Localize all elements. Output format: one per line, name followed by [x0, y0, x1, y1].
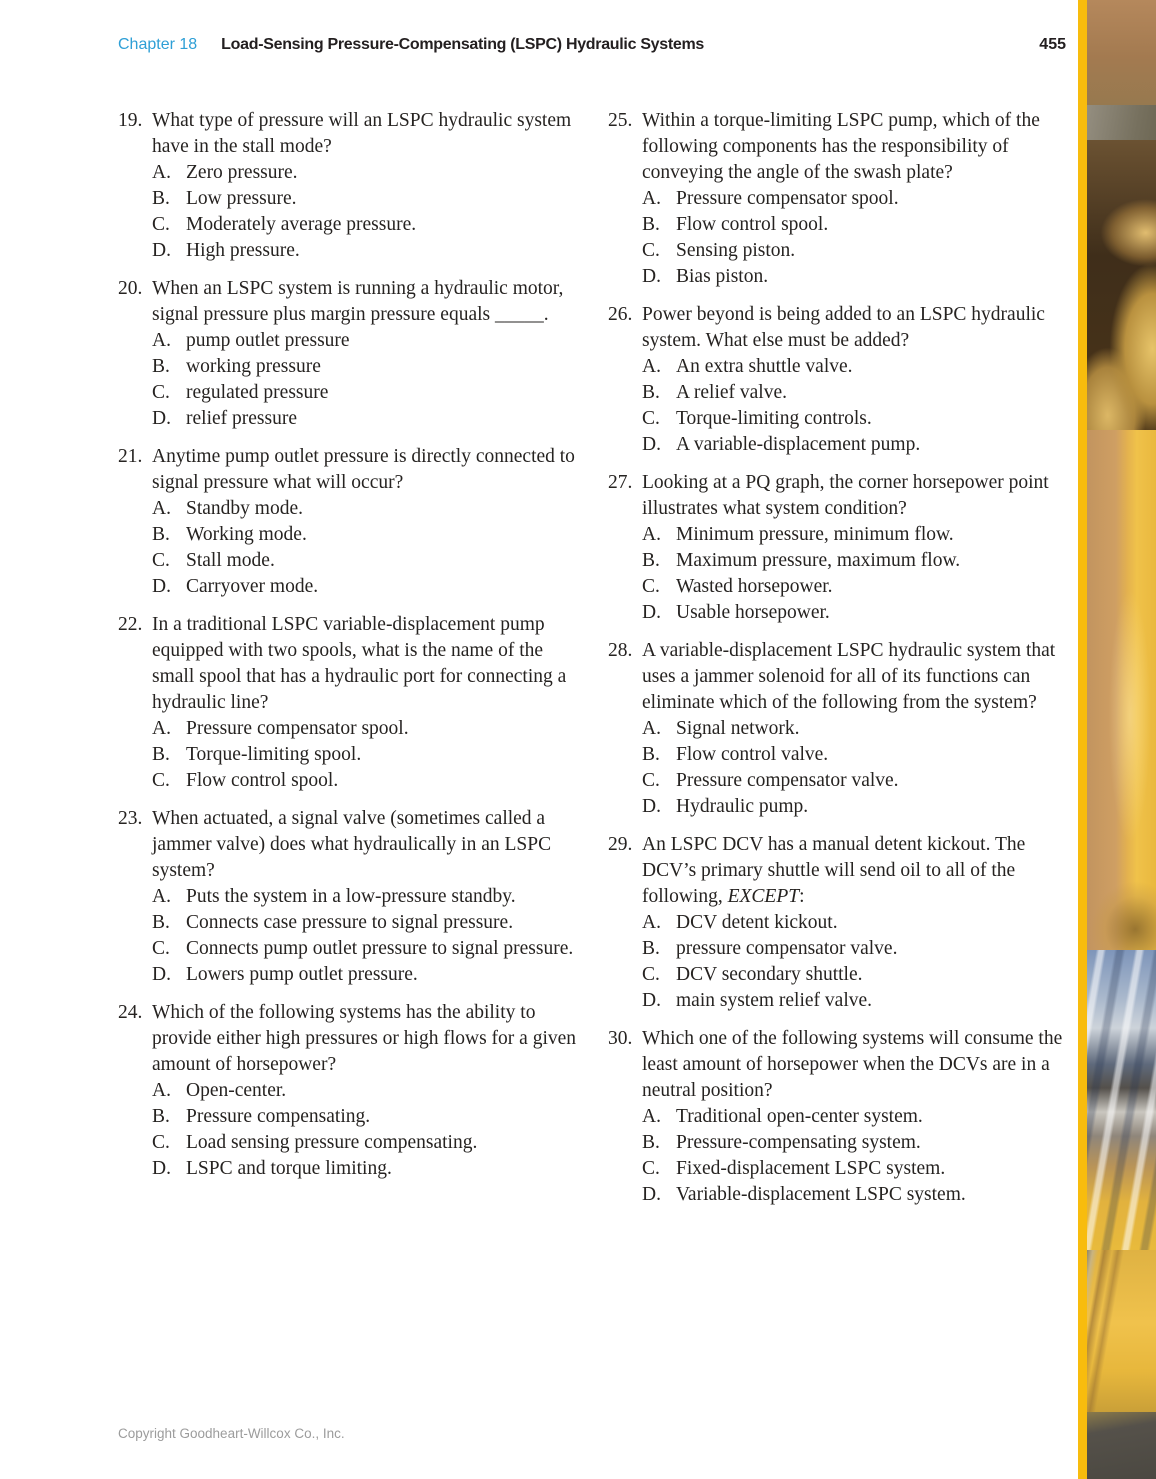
question-number: 28. [608, 640, 633, 661]
question-number: 27. [608, 472, 633, 493]
option-letter: B. [152, 188, 170, 209]
option-text: Pressure-compensating system. [676, 1132, 921, 1153]
question [608, 1026, 1070, 1208]
answer-option [642, 432, 1070, 458]
question-number: 23. [118, 808, 143, 829]
option-text: Pressure compensator spool. [186, 718, 409, 739]
answer-option [152, 380, 580, 406]
option-letter: D. [642, 266, 661, 287]
question [608, 638, 1070, 820]
answer-option [152, 962, 580, 988]
option-letter: C. [152, 214, 170, 235]
question-text [152, 612, 580, 716]
question [118, 444, 580, 600]
option-text: Flow control spool. [676, 214, 829, 235]
answer-option [152, 574, 580, 600]
option-letter: C. [642, 240, 660, 261]
option-letter: B. [642, 744, 660, 765]
option-text: Usable horsepower. [676, 602, 830, 623]
option-text: Signal network. [676, 718, 800, 739]
option-letter: A. [152, 330, 171, 351]
answer-option [152, 496, 580, 522]
option-letter: C. [642, 964, 660, 985]
hydraulic-photo-strip [1087, 0, 1156, 1479]
answer-option [642, 380, 1070, 406]
option-text: Bias piston. [676, 266, 769, 287]
option-letter: B. [642, 938, 660, 959]
option-text: main system relief valve. [676, 990, 873, 1011]
option-text: pressure compensator valve. [676, 938, 898, 959]
answer-option [152, 1104, 580, 1130]
answer-option [152, 1130, 580, 1156]
option-letter: C. [642, 408, 660, 429]
answer-option [152, 212, 580, 238]
answer-option [152, 186, 580, 212]
option-letter: A. [642, 718, 661, 739]
question-text-emphasis: EXCEPT [727, 886, 800, 907]
question-body [642, 638, 1070, 820]
question-body [642, 1026, 1070, 1208]
option-letter: C. [152, 770, 170, 791]
option-letter: B. [152, 524, 170, 545]
answer-option [152, 238, 580, 264]
answer-option [642, 406, 1070, 432]
question-text [152, 108, 580, 160]
answer-option [152, 160, 580, 186]
question-number: 22. [118, 614, 143, 635]
option-text: High pressure. [186, 240, 300, 261]
question-number: 21. [118, 446, 143, 467]
question-text-run: Looking at a PQ graph, the corner horsepower point illustrates what system condition? [642, 472, 1049, 519]
option-text: regulated pressure [186, 382, 329, 403]
option-text: Traditional open-center system. [676, 1106, 923, 1127]
option-text: Pressure compensator valve. [676, 770, 899, 791]
option-text: Hydraulic pump. [676, 796, 809, 817]
page-footer [118, 1426, 345, 1441]
question [118, 276, 580, 432]
answer-option [642, 186, 1070, 212]
question-text [152, 444, 580, 496]
option-letter: D. [642, 990, 661, 1011]
answer-option [152, 884, 580, 910]
option-text: LSPC and torque limiting. [186, 1158, 392, 1179]
question-text-run: Anytime pump outlet pressure is directly connected to signal pressure what will occur? [152, 446, 575, 493]
option-text: Zero pressure. [186, 162, 298, 183]
option-letter: A. [642, 1106, 661, 1127]
option-letter: D. [642, 1184, 661, 1205]
option-letter: B. [152, 744, 170, 765]
photo-segment-dark-base [1087, 1412, 1156, 1479]
option-letter: B. [152, 356, 170, 377]
question-body [642, 470, 1070, 626]
question-number: 29. [608, 834, 633, 855]
option-letter: D. [152, 408, 171, 429]
question-number: 25. [608, 110, 633, 131]
option-letter: C. [152, 1132, 170, 1153]
option-text: Maximum pressure, maximum flow. [676, 550, 961, 571]
option-text: A variable-displacement pump. [676, 434, 921, 455]
answer-option [152, 742, 580, 768]
option-letter: C. [642, 1158, 660, 1179]
option-letter: A. [152, 886, 171, 907]
option-letter: C. [642, 770, 660, 791]
answer-option [642, 768, 1070, 794]
question-text [642, 638, 1070, 716]
option-letter: D. [152, 576, 171, 597]
answer-option [152, 354, 580, 380]
option-letter: D. [642, 602, 661, 623]
option-letter: D. [152, 1158, 171, 1179]
question [608, 302, 1070, 458]
photo-segment-dark-fitting [1087, 140, 1156, 430]
question-body [642, 832, 1070, 1014]
question [608, 108, 1070, 290]
answer-option [152, 548, 580, 574]
question-text-run: When an LSPC system is running a hydraulic motor, signal pressure plus margin pressure equals _____. [152, 278, 564, 325]
option-text: Open-center. [186, 1080, 287, 1101]
option-text: Torque-limiting spool. [186, 744, 362, 765]
answer-option [642, 600, 1070, 626]
question-body [152, 276, 580, 432]
option-text: Sensing piston. [676, 240, 796, 261]
question [118, 1000, 580, 1182]
answer-option [152, 328, 580, 354]
answer-option [642, 1182, 1070, 1208]
option-text: working pressure [186, 356, 321, 377]
question-text-run: An LSPC DCV has a manual detent kickout. The DCV’s primary shuttle will send oil to all of the following, [642, 834, 1026, 907]
answer-option [642, 548, 1070, 574]
option-letter: B. [642, 1132, 660, 1153]
option-text: Wasted horsepower. [676, 576, 833, 597]
question [118, 612, 580, 794]
answer-option [152, 1078, 580, 1104]
option-text: Connects pump outlet pressure to signal pressure. [186, 938, 574, 959]
photo-segment-blue-streaks [1087, 950, 1156, 1250]
question-text [152, 276, 580, 328]
option-text: Puts the system in a low-pressure standby. [186, 886, 516, 907]
option-text: Moderately average pressure. [186, 214, 417, 235]
question-body [152, 806, 580, 988]
question-body [152, 612, 580, 794]
answer-option [152, 406, 580, 432]
answer-option [642, 794, 1070, 820]
answer-option [152, 716, 580, 742]
answer-option [152, 936, 580, 962]
option-letter: A. [152, 498, 171, 519]
questions-column-right [608, 108, 1070, 1220]
option-letter: A. [642, 188, 661, 209]
option-letter: A. [642, 524, 661, 545]
option-letter: B. [152, 1106, 170, 1127]
question-text [642, 302, 1070, 354]
answer-option [642, 988, 1070, 1014]
option-text: Connects case pressure to signal pressure. [186, 912, 514, 933]
answer-option [642, 936, 1070, 962]
option-text: Flow control valve. [676, 744, 829, 765]
answer-option [642, 910, 1070, 936]
option-text: An extra shuttle valve. [676, 356, 853, 377]
option-letter: B. [642, 382, 660, 403]
question-text [152, 806, 580, 884]
option-text: Stall mode. [186, 550, 275, 571]
option-letter: A. [642, 912, 661, 933]
answer-option [642, 1104, 1070, 1130]
answer-option [152, 768, 580, 794]
question-number: 19. [118, 110, 143, 131]
option-letter: C. [152, 382, 170, 403]
option-letter: D. [152, 964, 171, 985]
option-letter: A. [152, 162, 171, 183]
option-letter: D. [152, 240, 171, 261]
option-text: Torque-limiting controls. [676, 408, 872, 429]
answer-option [642, 1130, 1070, 1156]
question-number: 30. [608, 1028, 633, 1049]
answer-option [642, 238, 1070, 264]
option-text: Standby mode. [186, 498, 303, 519]
chapter-title: Load-Sensing Pressure-Compensating (LSPC) Hydraulic Systems [221, 36, 705, 53]
question-text-run: Which of the following systems has the ability to provide either high pressures or high flows for a given amount of horsepower? [152, 1002, 577, 1075]
option-text: Low pressure. [186, 188, 297, 209]
question-number: 26. [608, 304, 633, 325]
question-body [152, 108, 580, 264]
question-text-run: Which one of the following systems will consume the least amount of horsepower when the DCVs are in a neutral position? [642, 1028, 1063, 1101]
question-body [642, 302, 1070, 458]
question-text [642, 832, 1070, 910]
photo-segment-yellow [1087, 1250, 1156, 1412]
option-text: Fixed-displacement LSPC system. [676, 1158, 946, 1179]
answer-option [642, 354, 1070, 380]
option-letter: C. [642, 576, 660, 597]
question-text [642, 1026, 1070, 1104]
photo-segment-gold-fitting [1087, 430, 1156, 950]
option-letter: B. [642, 214, 660, 235]
option-text: DCV secondary shuttle. [676, 964, 863, 985]
copyright-text: Copyright Goodheart-Willcox Co., Inc. [118, 1426, 345, 1441]
option-text: Variable-displacement LSPC system. [676, 1184, 966, 1205]
option-letter: D. [642, 796, 661, 817]
photo-segment-tan-fitting [1087, 0, 1156, 105]
question-number: 24. [118, 1002, 143, 1023]
answer-option [152, 522, 580, 548]
question-text [642, 108, 1070, 186]
question [608, 832, 1070, 1014]
answer-option [152, 910, 580, 936]
question-text-run: A variable-displacement LSPC hydraulic system that uses a jammer solenoid for all of its functions can eliminate which of the following from the system? [642, 640, 1056, 713]
answer-option [642, 716, 1070, 742]
option-text: Carryover mode. [186, 576, 319, 597]
question-number: 20. [118, 278, 143, 299]
option-text: Minimum pressure, minimum flow. [676, 524, 954, 545]
option-letter: D. [642, 434, 661, 455]
question-text-run: Within a torque-limiting LSPC pump, which of the following components has the responsibility of conveying the angle of the swash plate? [642, 110, 1040, 183]
question-text-run: When actuated, a signal valve (sometimes called a jammer valve) does what hydraulically in an LSPC system? [152, 808, 552, 881]
answer-option [152, 1156, 580, 1182]
question [118, 108, 580, 264]
option-letter: C. [152, 938, 170, 959]
questions-column-left [118, 108, 580, 1194]
question-text-run: Power beyond is being added to an LSPC hydraulic system. What else must be added? [642, 304, 1045, 351]
answer-option [642, 742, 1070, 768]
option-text: A relief valve. [676, 382, 787, 403]
answer-option [642, 212, 1070, 238]
option-letter: B. [152, 912, 170, 933]
question [608, 470, 1070, 626]
question-text [152, 1000, 580, 1078]
option-text: Lowers pump outlet pressure. [186, 964, 418, 985]
question [118, 806, 580, 988]
option-text: DCV detent kickout. [676, 912, 838, 933]
answer-option [642, 522, 1070, 548]
option-text: Pressure compensating. [186, 1106, 371, 1127]
option-text: Load sensing pressure compensating. [186, 1132, 478, 1153]
option-text: Working mode. [186, 524, 307, 545]
question-text [642, 470, 1070, 522]
page-number: 455 [1039, 36, 1066, 53]
option-text: Flow control spool. [186, 770, 339, 791]
question-body [152, 1000, 580, 1182]
answer-option [642, 962, 1070, 988]
chapter-label: Chapter 18 [118, 36, 198, 53]
option-letter: A. [642, 356, 661, 377]
accent-bar [1078, 0, 1087, 1479]
question-text-run: What type of pressure will an LSPC hydraulic system have in the stall mode? [152, 110, 572, 157]
option-letter: A. [152, 718, 171, 739]
photo-segment-gray-band [1087, 105, 1156, 140]
question-body [152, 444, 580, 600]
page-header [118, 36, 1066, 54]
answer-option [642, 264, 1070, 290]
option-letter: A. [152, 1080, 171, 1101]
question-text-run: : [799, 886, 805, 907]
answer-option [642, 1156, 1070, 1182]
option-letter: B. [642, 550, 660, 571]
question-text-run: In a traditional LSPC variable-displacement pump equipped with two spools, what is the name of the small spool that has a hydraulic port for connecting a hydraulic line? [152, 614, 567, 713]
option-text: relief pressure [186, 408, 297, 429]
option-letter: C. [152, 550, 170, 571]
question-body [642, 108, 1070, 290]
answer-option [642, 574, 1070, 600]
option-text: pump outlet pressure [186, 330, 350, 351]
option-text: Pressure compensator spool. [676, 188, 899, 209]
